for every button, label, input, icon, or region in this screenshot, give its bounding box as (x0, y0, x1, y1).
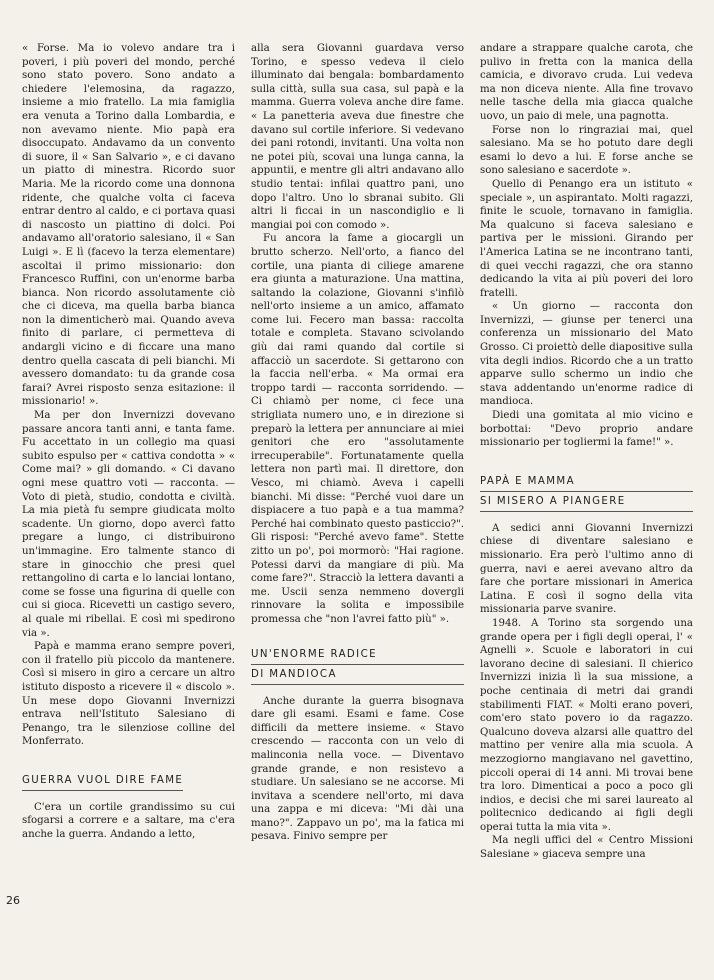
paragraph: Diedi una gomitata al mio vicino e borbottai: "Devo proprio andare missionario per togliermi la fame!" ». (480, 410, 693, 449)
section-heading-line: UN'ENORME RADICE (251, 645, 464, 665)
section-heading-radice (251, 645, 464, 685)
paragraph: « Un giorno — racconta don Invernizzi, — giunse per tenerci una conferenza un missionario del Mato Grosso. Ci proiettò delle diapositive sulla vita degli indios. Ricordo che a un tratto apparve sullo schermo un indio che stava addentando un'enorme radice di mandioca. (480, 301, 693, 408)
section-heading-line: DI MANDIOCA (251, 665, 464, 685)
section-heading-line: PAPÀ E MAMMA (480, 472, 693, 492)
paragraph: Forse non lo ringraziai mai, quel salesiano. Ma se ho potuto dare degli esami lo devo a lui. E forse anche se sono salesiano e sacerdote ». (480, 124, 693, 177)
paragraph: A sedici anni Giovanni Invernizzi chiese di diventare salesiano e missionario. Era però l'ultimo anno di guerra, navi e aerei avevano altro da fare che portare missionari in America Latina. E così il sogno della vita missionaria parve svanire. (480, 522, 693, 616)
section-heading-papa-mamma (480, 472, 693, 512)
column-1 (22, 42, 235, 942)
paragraph: Quello di Penango era un istituto « speciale », un aspirantato. Molti ragazzi, finite le scuole, tornavano in famiglia. Ma qualcuno si faceva salesiano e partiva per le missioni. Girando per l'America Latina se ne incontrano tanti, di quei vecchi ragazzi, che ora stanno dedicando la vita ai più poveri dei loro fratelli. (480, 178, 693, 299)
paragraph: Fu ancora la fame a giocargli un brutto scherzo. Nell'orto, a fianco del cortile, una pianta di ciliege amarene era giunta a maturazione. Una mattina, saltando la colazione, Giovanni s'infilò nell'orto insieme a un amico, affamato come lui. Fecero man bassa: raccolta totale e completa. Stavano scivolando giù dai rami quando dal cortile si affacciò un sacerdote. Si gettarono con la faccia nell'erba. « Ma ormai era troppo tardi — racconta sorridendo. — Ci chiamò per nome, ci fece una strigliata numero uno, e in direzione si preparò la lettera per annunciare ai miei genitori che ero "assolutamente irrecuperabile". Fortunatamente quella lettera non partì mai. Il direttore, don Vesco, mi chiamò. Aveva i capelli bianchi. Mi disse: "Perché vuoi dare un dispiacere a tuo papà e a tua mamma? Perché hai combinato questo pasticcio?". Gli risposi: "Perché avevo fame". Stette zitto un po', poi mormorò: "Hai ragione. Potessi darvi da mangiare di più. Ma come fare?". Stracciò la lettera davanti a me. Uscii senza nemmeno dovergli rinnovare la solita e impossibile promessa che "non l'avrei fatto più" ». (251, 233, 464, 625)
paragraph: « Forse. Ma io volevo andare tra i poveri, i più poveri del mondo, perché sono stato povero. Sono andato a chiedere l'elemosina, da ragazzo, insieme a mio fratello. La mia famiglia era venuta a Torino dalla Lombardia, e non avevamo niente. Mio papà era disoccupato. Andavamo da un convento di suore, il « San Salvario », e ci davano un piatto di minestra. Ricordo suor Maria. Me la ricordo come una donnona ridente, che qualche volta ci faceva entrar dentro al caldo, e ci portava quasi di nascosto un piattino di dolci. Poi andavamo all'oratorio salesiano, il « San Luigi ». E lì (facevo la terza elementare) ascoltai il primo missionario: don Francesco Ruffini, con un'enorme barba bianca. Non ricordo assolutamente ciò che ci diceva, ma quella barba bianca non la dimenticherò mai. Quando aveva finito di parlare, ci permetteva di andargli vicino e di ficcare una mano dentro quella cascata di peli bianchi. Mi avessero domandato: tu da grande cosa farai? Avrei risposto senza esitazione: il missionario! ». (22, 43, 235, 408)
page-number: 26 (6, 894, 20, 907)
column-3 (480, 42, 693, 942)
section-heading-guerra (22, 771, 235, 791)
section-heading-line: SI MISERO A PIANGERE (480, 492, 693, 512)
paragraph: andare a strappare qualche carota, che pulivo in fretta con la manica della camicia, e divoravo cruda. Lui vedeva ma non diceva niente. Alla fine trovavo nelle tasche della mia giacca qualche uovo, un paio di mele, una pagnotta. (480, 43, 693, 122)
magazine-page (22, 42, 694, 942)
paragraph: alla sera Giovanni guardava verso Torino, e spesso vedeva il cielo illuminato dai bengala: bombardamento sulla città, sulla sua casa, sul papà e la mamma. Guerra voleva anche dire fame. « La panetteria aveva due finestre che davano sul cortile inferiore. Si vedevano dei pani rotondi, invitanti. Una volta non ne potei più, scovai una lunga canna, la appuntii, e mentre gli altri andavano allo studio tentai: infilai quattro pani, uno dopo l'altro. Uno lo sbranai subito. Gli altri li ficcai in un nascondiglio e li mangiai poi con comodo ». (251, 43, 464, 231)
paragraph: Anche durante la guerra bisognava dare gli esami. Esami e fame. Cose difficili da mettere insieme. « Stavo crescendo — racconta con un velo di malinconia nella voce. — Diventavo grande grande, e non resistevo a studiare. Un salesiano se ne accorse. Mi invitava a scendere nell'orto, mi dava una zappa e mi diceva: "Mi dài una mano?". Zappavo un po', ma la fatica mi pesava. Finivo sempre per (251, 695, 464, 843)
section-heading-line: GUERRA VUOL DIRE FAME (22, 771, 183, 791)
paragraph: 1948. A Torino sta sorgendo una grande opera per i figli degli operai, l' « Agnelli ». Scuole e laboratori in cui lavorano decine di salesiani. Il chierico Invernizzi inizia lì la sua missione, a poche centinaia di metri dai grandi stabilimenti FIAT. « Molti erano poveri, com'ero stato povero io da ragazzo. Qualcuno doveva alzarsi alle quattro del mattino per venire alla mia scuola. A mezzogiorno mangiavano nel gavettino, piccoli operai di 14 anni. Mi trovai bene tra loro. Dimenticai a poco a poco gli indios, e decisi che mi sarei laureato al politecnico dedicando ai figli degli operai tutta la mia vita ». (480, 617, 693, 833)
paragraph: Ma negli uffici del « Centro Missioni Salesiane » giaceva sempre una (480, 835, 693, 861)
paragraph: Ma per don Invernizzi dovevano passare ancora tanti anni, e tanta fame. Fu accettato in un collegio ma quasi subito espulso per « cattiva condotta » « Come mai? » gli domando. « Ci davano ogni mese quattro voti — racconta. — Voto di pietà, studio, condotta e civiltà. La mia pietà fu sempre giudicata molto scadente. Un giorno, dopo avercì fatto pregare a lungo, ci distribuirono un'immagine. Ero talmente stanco di stare in ginocchio che presi quel rettangolino di carta e lo lanciai lontano, come se fosse una figurina di quelle con cui si gioca. Ricevetti un castigo severo, al quale mi ribellai. E così mi spedirono via ». (22, 410, 235, 639)
paragraph: Papà e mamma erano sempre poveri, con il fratello più piccolo da mantenere. Così si misero in giro a cercare un altro istituto disposto a ricevere il « discolo ». Un mese dopo Giovanni Invernizzi entrava nell'Istituto Salesiano di Penango, tra le silenziose colline del Monferrato. (22, 641, 235, 748)
paragraph: C'era un cortile grandissimo su cui sfogarsi a correre e a saltare, ma c'era anche la guerra. Andando a letto, (22, 801, 235, 841)
column-2 (251, 42, 464, 942)
